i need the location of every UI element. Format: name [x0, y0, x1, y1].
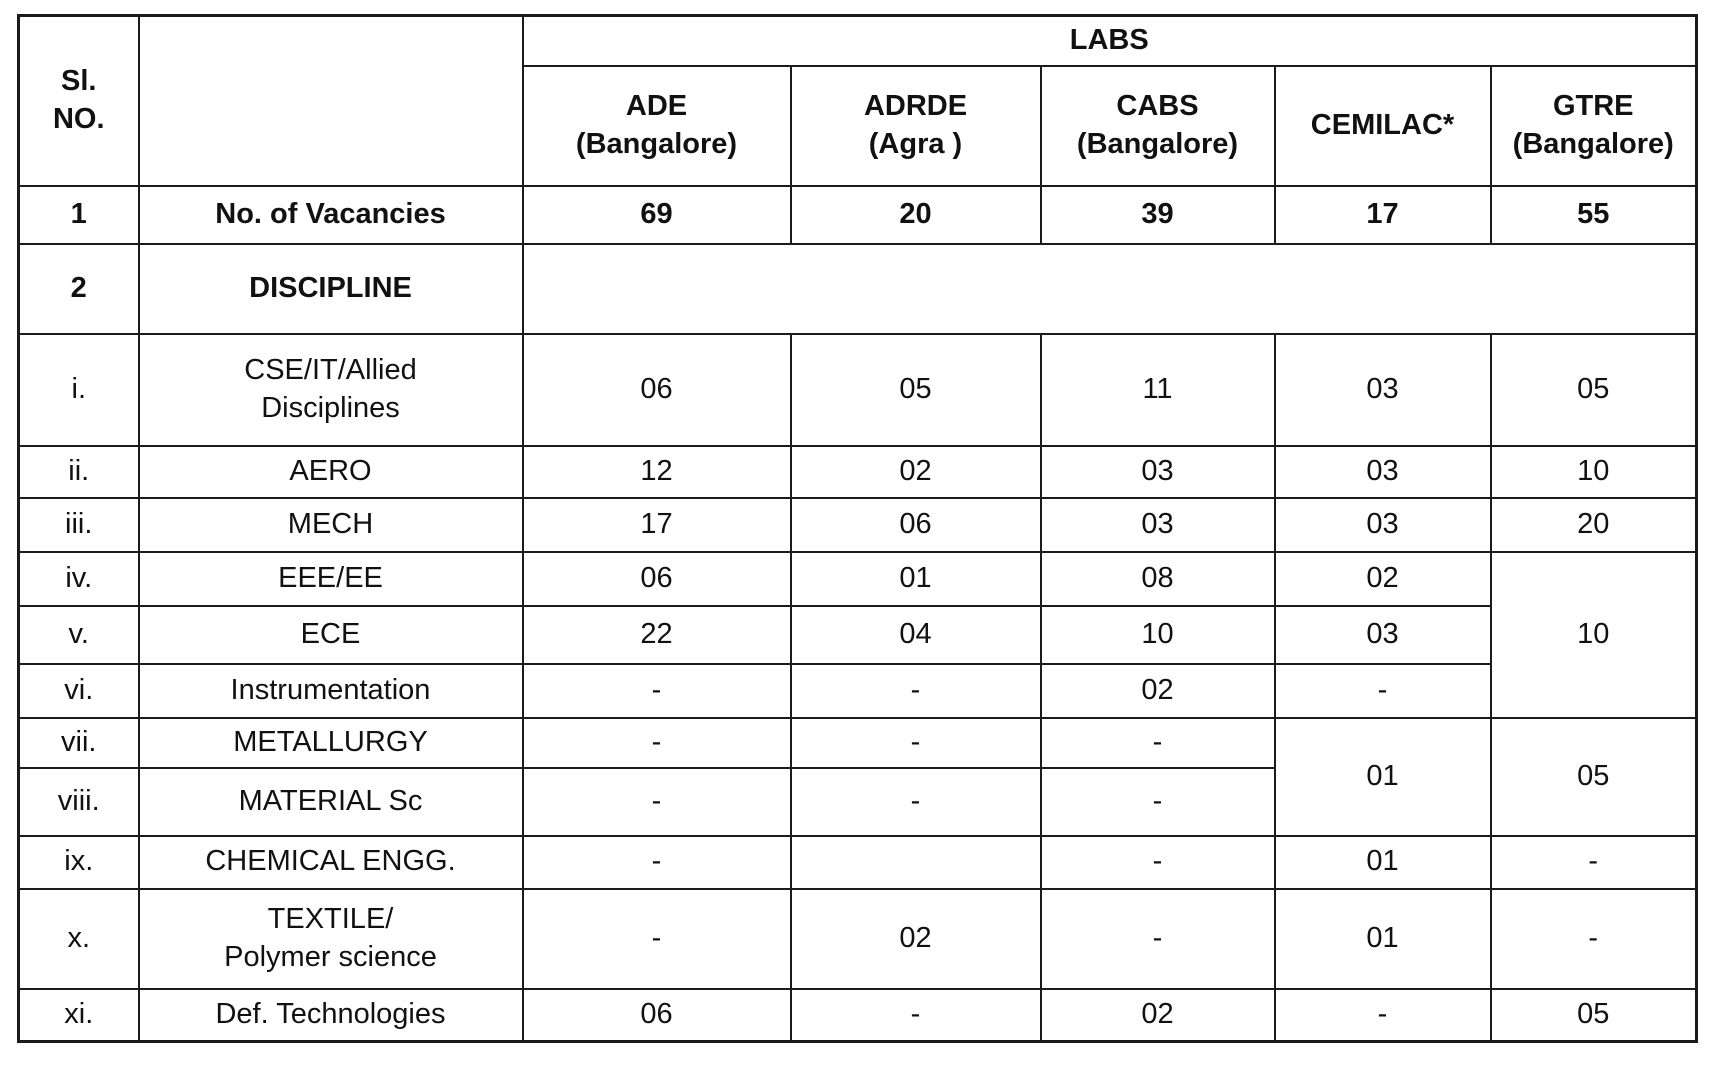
cell-v-cemilac: 03	[1275, 606, 1491, 664]
cell-ix-cabs: -	[1041, 836, 1275, 889]
cell-sl-vii: vii.	[19, 718, 139, 768]
sl-no-line2: NO.	[52, 102, 105, 135]
cell-vacancies-ade: 69	[523, 186, 791, 244]
cell-xi-gtre: 05	[1491, 989, 1697, 1042]
cell-v-adrde: 04	[791, 606, 1041, 664]
cell-iii-ade: 17	[523, 498, 791, 552]
cell-ix-cemilac: 01	[1275, 836, 1491, 889]
row-vi-instrumentation	[19, 664, 1697, 718]
cell-vacancies-gtre: 55	[1491, 186, 1697, 244]
row-x-textile	[19, 889, 1697, 989]
cell-vacancies-cabs: 39	[1041, 186, 1275, 244]
lab-location: (Bangalore)	[1512, 127, 1674, 160]
cell-vi-adrde: -	[791, 664, 1041, 718]
cell-iv-cemilac: 02	[1275, 552, 1491, 606]
cell-sl-iii: iii.	[19, 498, 139, 552]
cell-label-cse	[139, 334, 523, 446]
cell-viii-ade: -	[523, 768, 791, 836]
cell-iii-adrde: 06	[791, 498, 1041, 552]
cell-ix-ade: -	[523, 836, 791, 889]
cell-x-ade: -	[523, 889, 791, 989]
cell-i-cemilac: 03	[1275, 334, 1491, 446]
row-iv-eee	[19, 552, 1697, 606]
row-vacancies	[19, 186, 1697, 244]
cell-iv-ade: 06	[523, 552, 791, 606]
cell-ii-adrde: 02	[791, 446, 1041, 498]
cell-x-adrde: 02	[791, 889, 1041, 989]
cell-xi-adrde: -	[791, 989, 1041, 1042]
cell-label-ece: ECE	[139, 606, 523, 664]
col-header-cemilac	[1275, 66, 1491, 186]
lab-name: ADRDE	[863, 89, 968, 122]
cell-x-gtre: -	[1491, 889, 1697, 989]
row-ix-chemical	[19, 836, 1697, 889]
cell-label-textile	[139, 889, 523, 989]
cell-ii-cemilac: 03	[1275, 446, 1491, 498]
cell-iv-vi-gtre-merged: 10	[1491, 552, 1697, 718]
lab-name: GTRE	[1552, 89, 1634, 122]
cell-xi-cabs: 02	[1041, 989, 1275, 1042]
cell-vii-ade: -	[523, 718, 791, 768]
col-header-sl-no	[19, 16, 139, 186]
lab-location: (Bangalore)	[1076, 127, 1239, 160]
cell-label-material-sc: MATERIAL Sc	[139, 768, 523, 836]
col-header-adrde	[791, 66, 1041, 186]
row-discipline-header	[19, 244, 1697, 334]
cell-x-cabs: -	[1041, 889, 1275, 989]
sl-no-line1: Sl.	[61, 65, 97, 98]
cell-sl-ix: ix.	[19, 836, 139, 889]
cell-vacancies-adrde: 20	[791, 186, 1041, 244]
cell-ii-cabs: 03	[1041, 446, 1275, 498]
cell-vii-cabs: -	[1041, 718, 1275, 768]
row-iii-mech	[19, 498, 1697, 552]
cell-xi-ade: 06	[523, 989, 791, 1042]
lab-name: ADE	[625, 89, 688, 122]
col-header-cabs	[1041, 66, 1275, 186]
cell-sl-i: i.	[19, 334, 139, 446]
cell-i-gtre: 05	[1491, 334, 1697, 446]
cell-label-chemical: CHEMICAL ENGG.	[139, 836, 523, 889]
cell-sl-2: 2	[19, 244, 139, 334]
cell-sl-xi: xi.	[19, 989, 139, 1042]
cell-sl-vi: vi.	[19, 664, 139, 718]
vacancy-table	[17, 14, 1698, 1043]
label-line1: CSE/IT/Allied	[244, 353, 417, 386]
row-i-cse	[19, 334, 1697, 446]
cell-ii-ade: 12	[523, 446, 791, 498]
row-vii-metallurgy	[19, 718, 1697, 768]
cell-sl-v: v.	[19, 606, 139, 664]
lab-location: (Bangalore)	[575, 127, 738, 160]
labs-title: LABS	[523, 16, 1697, 66]
cell-iv-adrde: 01	[791, 552, 1041, 606]
cell-label-aero: AERO	[139, 446, 523, 498]
cell-x-cemilac: 01	[1275, 889, 1491, 989]
cell-iii-cemilac: 03	[1275, 498, 1491, 552]
cell-vii-viii-cemilac-merged: 01	[1275, 718, 1491, 836]
cell-sl-1: 1	[19, 186, 139, 244]
cell-discipline-label: DISCIPLINE	[139, 244, 523, 334]
col-header-ade	[523, 66, 791, 186]
cell-ii-gtre: 10	[1491, 446, 1697, 498]
row-v-ece	[19, 606, 1697, 664]
cell-vi-cabs: 02	[1041, 664, 1275, 718]
cell-label-mech: MECH	[139, 498, 523, 552]
cell-discipline-blank	[523, 244, 1697, 334]
cell-xi-cemilac: -	[1275, 989, 1491, 1042]
cell-vii-viii-gtre-merged: 05	[1491, 718, 1697, 836]
col-header-discipline-blank	[139, 16, 523, 186]
cell-label-eee: EEE/EE	[139, 552, 523, 606]
cell-viii-adrde: -	[791, 768, 1041, 836]
cell-i-adrde: 05	[791, 334, 1041, 446]
cell-vi-ade: -	[523, 664, 791, 718]
cell-vacancies-cemilac: 17	[1275, 186, 1491, 244]
cell-i-ade: 06	[523, 334, 791, 446]
lab-location: (Agra )	[868, 127, 963, 160]
label-line2: Disciplines	[261, 391, 400, 424]
cell-ix-gtre: -	[1491, 836, 1697, 889]
cell-label-metallurgy: METALLURGY	[139, 718, 523, 768]
lab-name: CABS	[1116, 89, 1199, 122]
label-line2: Polymer science	[224, 940, 437, 973]
cell-sl-viii: viii.	[19, 768, 139, 836]
row-xi-def-tech	[19, 989, 1697, 1042]
cell-v-cabs: 10	[1041, 606, 1275, 664]
cell-vii-adrde: -	[791, 718, 1041, 768]
cell-vacancies-label: No. of Vacancies	[139, 186, 523, 244]
cell-i-cabs: 11	[1041, 334, 1275, 446]
cell-ix-adrde	[791, 836, 1041, 889]
cell-label-instrumentation: Instrumentation	[139, 664, 523, 718]
cell-v-ade: 22	[523, 606, 791, 664]
cell-vi-cemilac: -	[1275, 664, 1491, 718]
lab-name: CEMILAC*	[1310, 108, 1455, 141]
row-ii-aero	[19, 446, 1697, 498]
cell-iv-cabs: 08	[1041, 552, 1275, 606]
cell-sl-iv: iv.	[19, 552, 139, 606]
cell-sl-x: x.	[19, 889, 139, 989]
cell-viii-cabs: -	[1041, 768, 1275, 836]
header-row-labs	[19, 16, 1697, 66]
cell-label-def-tech: Def. Technologies	[139, 989, 523, 1042]
col-header-gtre	[1491, 66, 1697, 186]
cell-sl-ii: ii.	[19, 446, 139, 498]
cell-iii-cabs: 03	[1041, 498, 1275, 552]
cell-iii-gtre: 20	[1491, 498, 1697, 552]
label-line1: TEXTILE/	[267, 902, 394, 935]
